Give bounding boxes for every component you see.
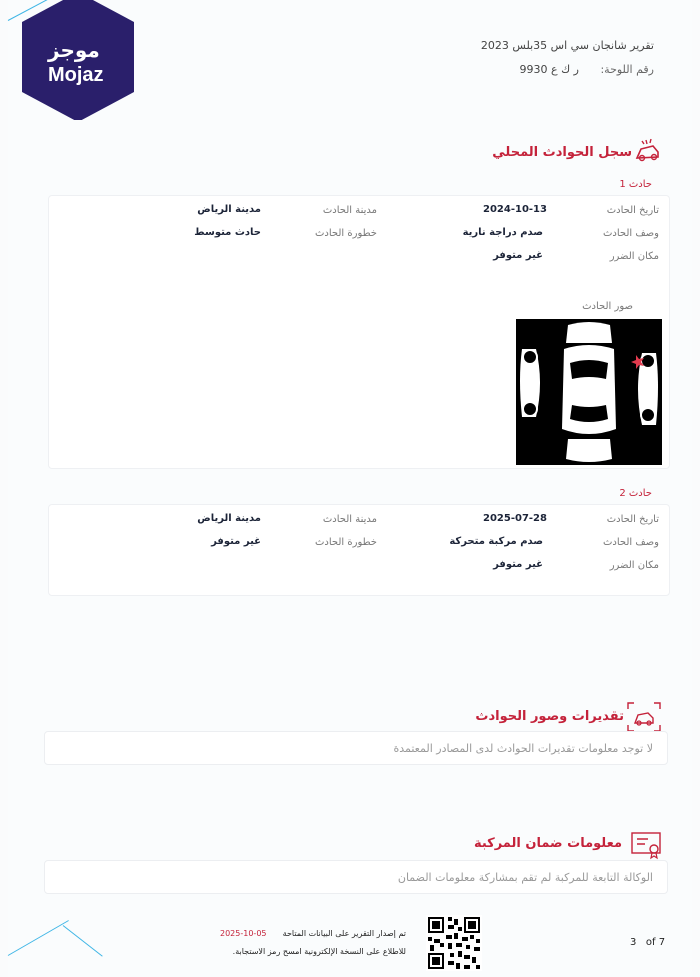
city-label: مدينة الحادث [322, 514, 377, 525]
report-page [8, 0, 692, 977]
severity-value: حادث متوسط [194, 227, 261, 238]
accident-2-heading: حادث 2 [619, 488, 652, 499]
warranty-certificate-icon [630, 830, 664, 860]
logo-text-en: Mojaz [48, 64, 104, 86]
plate-label: رقم اللوحة: [600, 63, 654, 76]
city-label: مدينة الحادث [322, 205, 377, 216]
city-value: مدينة الرياض [197, 513, 261, 524]
issued-text: تم إصدار التقرير على البيانات المتاحة [282, 929, 406, 938]
damage-value: غير متوفر [493, 250, 543, 261]
estimates-title: تقديرات وصور الحوادث [475, 709, 624, 724]
severity-value: غير متوفر [211, 536, 261, 547]
car-crash-icon [632, 138, 662, 164]
mojaz-logo [8, 0, 140, 120]
decor-line [8, 920, 69, 956]
decor-line [63, 925, 103, 957]
date-value: 2024-10-13 [483, 204, 547, 215]
plate-value: ر ك ع 9930 [519, 63, 579, 76]
warranty-title: معلومات ضمان المركبة [473, 836, 622, 851]
report-title: تقرير شانجان سي اس 35بلس 2023 [480, 39, 654, 52]
damage-value: غير متوفر [493, 559, 543, 570]
city-value: مدينة الرياض [197, 204, 261, 215]
accident-1-card [48, 195, 670, 469]
accident-2-card [48, 504, 670, 596]
desc-value: صدم مركبة متحركة [449, 536, 543, 547]
photos-label: صور الحادث [582, 301, 633, 312]
qr-code[interactable] [426, 915, 482, 971]
desc-label: وصف الحادث [602, 537, 659, 548]
issued-date: 2025-10-05 [220, 929, 267, 938]
accident-damage-diagram [516, 319, 662, 465]
date-label: تاريخ الحادث [606, 205, 659, 216]
severity-label: خطورة الحادث [315, 537, 377, 548]
accident-photos-icon [626, 701, 662, 733]
severity-label: خطورة الحادث [315, 228, 377, 239]
page-total: of 7 [645, 937, 666, 948]
desc-label: وصف الحادث [602, 228, 659, 239]
scan-text: للاطلاع على النسخة الإلكترونية امسح رمز الاستجابة. [232, 947, 406, 956]
damage-label: مكان الضرر [609, 560, 659, 571]
page-current: 3 [630, 937, 637, 948]
local-accidents-title: سجل الحوادث المحلي [492, 145, 632, 160]
estimates-note: لا توجد معلومات تقديرات الحوادث لدى المصادر المعتمدة [44, 731, 668, 765]
damage-label: مكان الضرر [609, 251, 659, 262]
date-value: 2025-07-28 [483, 513, 547, 524]
logo-text-ar: موجز [48, 38, 100, 62]
warranty-note: الوكالة التابعة للمركبة لم تقم بمشاركة معلومات الضمان [44, 860, 668, 894]
accident-1-heading: حادث 1 [619, 179, 652, 190]
plate-number [520, 63, 654, 76]
page-number [630, 937, 665, 948]
desc-value: صدم دراجة نارية [462, 227, 543, 238]
date-label: تاريخ الحادث [606, 514, 659, 525]
